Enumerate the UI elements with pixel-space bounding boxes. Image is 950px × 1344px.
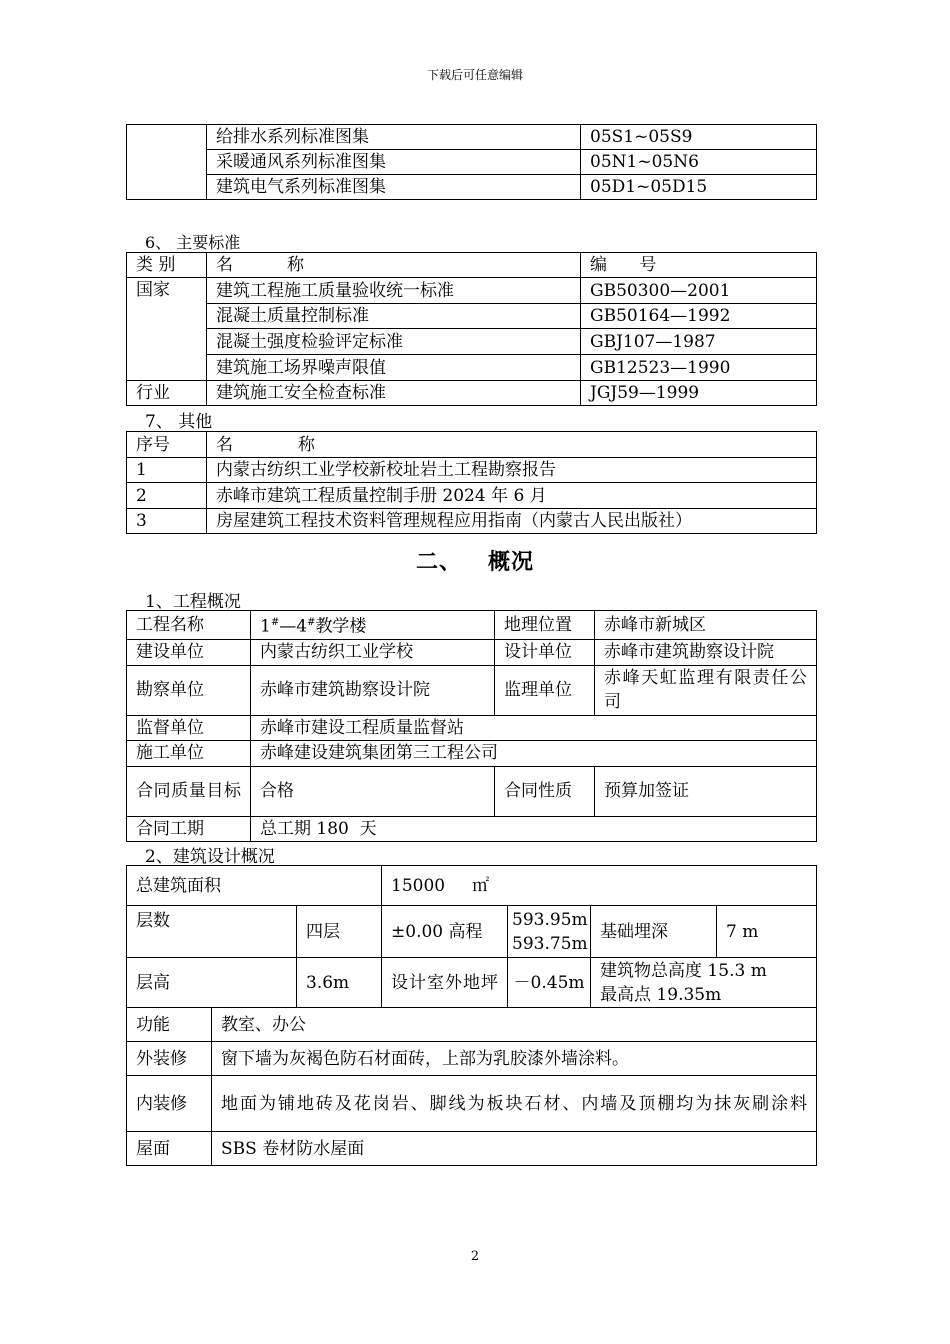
atlas-empty-cell — [127, 125, 207, 200]
design-caption: 2、建筑设计概况 — [145, 847, 275, 867]
function-value: 教室、办公 — [212, 1008, 817, 1042]
height-value — [591, 958, 817, 1008]
atlas-name: 建筑电气系列标准图集 — [207, 175, 581, 200]
project-table — [126, 610, 817, 842]
foundation-label: 基础埋深 — [591, 906, 717, 958]
elevation-value-2: 593.75m — [512, 933, 588, 954]
supervisor-label: 监理单位 — [495, 665, 595, 715]
standard-name: 建筑施工场界噪声限值 — [207, 355, 581, 381]
roof-value: SBS 卷材防水屋面 — [212, 1132, 817, 1166]
period-value: 总工期 180 天 — [251, 816, 817, 841]
area-label: 总建筑面积 — [127, 866, 382, 906]
atlas-name: 给排水系列标准图集 — [207, 125, 581, 150]
others-table — [126, 431, 817, 534]
atlas-name: 采暖通风系列标准图集 — [207, 150, 581, 175]
standard-code: GB12523—1990 — [581, 355, 817, 381]
standards-industry-label: 行业 — [127, 381, 207, 406]
others-caption: 7、 其他 — [145, 412, 213, 432]
standard-code: GBJ107—1987 — [581, 329, 817, 355]
others-header-name: 名 称 — [207, 432, 817, 458]
standard-code: GB50300—2001 — [581, 278, 817, 304]
monitor-value: 赤峰市建设工程质量监督站 — [251, 715, 817, 740]
location-label: 地理位置 — [495, 611, 595, 640]
area-value: 15000 ㎡ — [382, 866, 817, 906]
elevation-value — [508, 906, 591, 958]
number-sign-superscript: # — [270, 617, 280, 628]
nature-value: 预算加签证 — [595, 766, 817, 816]
function-label: 功能 — [127, 1008, 212, 1042]
others-row-no: 3 — [127, 509, 207, 534]
project-caption: 1、工程概况 — [145, 592, 241, 612]
contractor-value: 赤峰建设建筑集团第三工程公司 — [251, 740, 817, 766]
project-name-value: 1#—4#教学楼 — [251, 611, 495, 640]
atlas-code: 05N1~05N6 — [581, 150, 817, 175]
others-row-name: 内蒙古纺织工业学校新校址岩土工程勘察报告 — [207, 458, 817, 483]
floors-label: 层数 — [127, 906, 297, 958]
standards-header-category: 类 别 — [127, 253, 207, 278]
storey-value: 3.6m — [297, 958, 382, 1008]
standards-table — [126, 252, 817, 406]
outdoor-value: －0.45m — [508, 958, 591, 1008]
others-row-name: 赤峰市建筑工程质量控制手册 2024 年 6 月 — [207, 483, 817, 509]
page-number: 2 — [470, 1249, 480, 1264]
roof-label: 屋面 — [127, 1132, 212, 1166]
contractor-label: 施工单位 — [127, 740, 251, 766]
storey-label: 层高 — [127, 958, 297, 1008]
standards-caption: 6、 主要标准 — [145, 233, 241, 252]
design-table — [126, 865, 817, 1166]
others-header-no: 序号 — [127, 432, 207, 458]
quality-label: 合同质量目标 — [127, 766, 251, 816]
height-value-1: 建筑物总高度 15.3 m — [600, 960, 767, 981]
interior-label: 内装修 — [127, 1076, 212, 1132]
foundation-value: 7 m — [717, 906, 817, 958]
standard-name: 建筑施工安全检查标准 — [207, 381, 581, 406]
exterior-value: 窗下墙为灰褐色防石材面砖，上部为乳胶漆外墙涂料。 — [212, 1042, 817, 1076]
builder-label: 建设单位 — [127, 639, 251, 665]
period-label: 合同工期 — [127, 816, 251, 841]
atlas-code: 05D1~05D15 — [581, 175, 817, 200]
standard-code: GB50164—1992 — [581, 304, 817, 329]
project-name-label: 工程名称 — [127, 611, 251, 640]
standard-code: JGJ59—1999 — [581, 381, 817, 406]
survey-value: 赤峰市建筑勘察设计院 — [251, 665, 495, 715]
page-header: 下载后可任意编辑 — [426, 68, 523, 82]
exterior-label: 外装修 — [127, 1042, 212, 1076]
designer-value: 赤峰市建筑勘察设计院 — [595, 639, 817, 665]
height-value-2: 最高点 19.35m — [600, 984, 722, 1005]
atlas-table — [126, 124, 817, 200]
nature-label: 合同性质 — [495, 766, 595, 816]
outdoor-label: 设计室外地坪 — [382, 958, 508, 1008]
others-row-name: 房屋建筑工程技术资料管理规程应用指南（内蒙古人民出版社） — [207, 509, 817, 534]
elevation-label: ±0.00 高程 — [382, 906, 508, 958]
floors-value: 四层 — [297, 906, 382, 958]
standards-national-label: 国家 — [127, 278, 207, 381]
standard-name: 建筑工程施工质量验收统一标准 — [207, 278, 581, 304]
builder-value: 内蒙古纺织工业学校 — [251, 639, 495, 665]
section-title: 二、 概况 — [416, 550, 534, 575]
location-value: 赤峰市新城区 — [595, 611, 817, 640]
monitor-label: 监督单位 — [127, 715, 251, 740]
standards-header-code: 编 号 — [581, 253, 817, 278]
quality-value: 合格 — [251, 766, 495, 816]
number-sign-superscript: # — [307, 617, 316, 628]
atlas-code: 05S1~05S9 — [581, 125, 817, 150]
designer-label: 设计单位 — [495, 639, 595, 665]
others-row-no: 1 — [127, 458, 207, 483]
standards-header-name: 名 称 — [207, 253, 581, 278]
others-row-no: 2 — [127, 483, 207, 509]
elevation-value-1: 593.95m — [512, 909, 588, 930]
standard-name: 混凝土质量控制标准 — [207, 304, 581, 329]
interior-value: 地面为铺地砖及花岗岩、脚线为板块石材、内墙及顶棚均为抹灰刷涂料 — [212, 1076, 817, 1132]
standard-name: 混凝土强度检验评定标准 — [207, 329, 581, 355]
supervisor-value: 赤峰天虹监理有限责任公司 — [595, 665, 817, 715]
survey-label: 勘察单位 — [127, 665, 251, 715]
